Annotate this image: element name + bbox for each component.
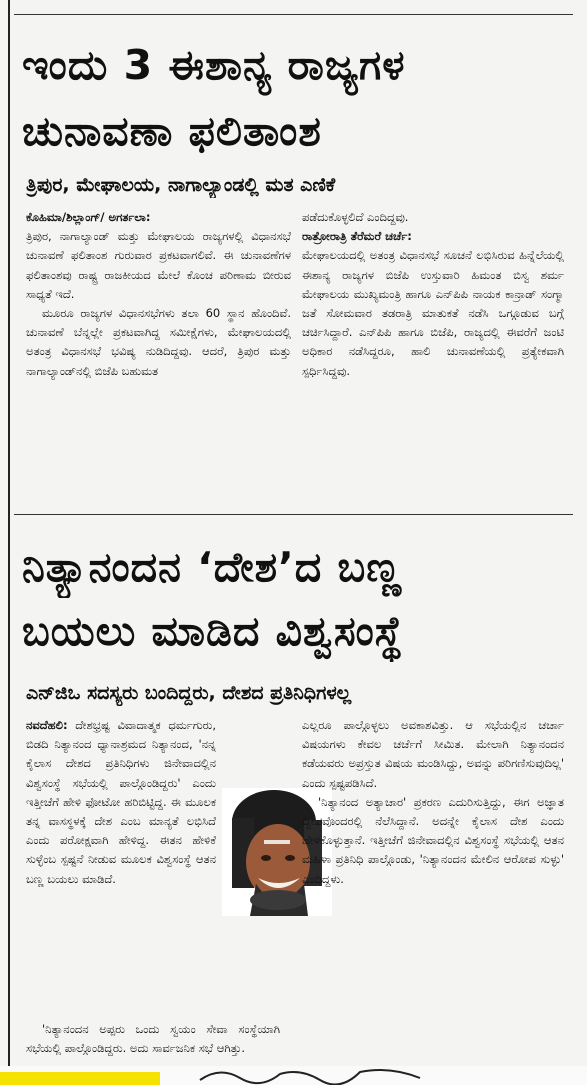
yellow-highlight-strip [0,1072,160,1085]
article1-col2-para2: ಮೇಘಾಲಯದಲ್ಲಿ ಅತಂತ್ರ ವಿಧಾನಸಭೆ ಸೂಚನೆ ಲಭಿಸಿರುವ ಹಿನ್ನೆಲೆಯಲ್ಲಿ ಈಶಾನ್ಯ ರಾಜ್ಯಗಳ ಬಿಜೆಪಿ ಉಸ್ತುವಾರಿ ಹಿಮಂತ ಬಿಸ್ವ ಶರ್ಮ ಮೇಘಾಲಯ ಮುಖ್ಯಮಂತ್ರಿ ಹಾಗೂ ಎನ್‌ಪಿಪಿ ನಾಯಕ ಕಾನ್ರಾಡ್ ಸಂಗ್ಮಾ ಜತೆ ಸೋಮವಾರ ತಡರಾತ್ರಿ ಮಾತುಕತೆ ನಡೆಸಿ ಒಗ್ಗೂಡುವ ಬಗ್ಗೆ ಚರ್ಚಿಸಿದ್ದಾರೆ. ಎನ್‌ಪಿಪಿ ಹಾಗೂ ಬಿಜೆಪಿ, ರಾಜ್ಯದಲ್ಲಿ ಈವರೆಗೆ ಜಂಟಿ ಅಧಿಕಾರ ನಡೆಸಿದ್ದರೂ, ಹಾಲಿ ಚುನಾವಣೆಯಲ್ಲಿ ಪ್ರತ್ಯೇಕವಾಗಿ ಸ್ಪರ್ಧಿಸಿದ್ದವು. [302,248,564,378]
article2-col2-para1: ಎಲ್ಲರೂ ಪಾಲ್ಗೊಳ್ಳಲು ಅವಕಾಶವಿತ್ತು. ಆ ಸಭೆಯಲ್ಲಿನ ಚರ್ಚಾ ವಿಷಯಗಳು ಕೇವಲ ಚರ್ಚೆಗೆ ಸೀಮಿತ. ಮೇಲಾಗಿ ನಿತ್ಯಾನಂದನ ಕಡೆಯವರು ಅಪ್ರಸ್ತುತ ವಿಷಯ ಮಂಡಿಸಿದ್ದು, ಅವನ್ನು ಪರಿಗಣಿಸುವುದಿಲ್ಲ' ಎಂದು ಸ್ಪಷ್ಟಪಡಿಸಿದೆ. [302,718,564,790]
article1-headline-line2: ಚುನಾವಣಾ ಫಲಿತಾಂಶ [22,107,322,155]
article1-column-1 [26,208,291,500]
section-divider [14,514,573,515]
top-rule [14,14,573,15]
article2-col1-para2: 'ನಿತ್ಯಾನಂದನ ಅಪ್ಪರು ಒಂದು ಸ್ವಯಂ ಸೇವಾ ಸಂಸ್ಥೆಯಾಗಿ ಸಭೆಯಲ್ಲಿ ಪಾಲ್ಗೊಂಡಿದ್ದರು. ಅದು ಸಾರ್ವಜನಿಕ ಸಭೆ ಆಗಿತ್ತು. [26,1022,280,1056]
article2-col1-para1: ದೇಶಭ್ರಷ್ಟ ವಿವಾದಾತ್ಮಕ ಧರ್ಮಗುರು, ಬಿಡದಿ ನಿತ್ಯಾನಂದ ಧ್ಯಾನಾಶ್ರಮದ ನಿತ್ಯಾನಂದ, 'ನನ್ನ ಕೈಲಾಸ ದೇಶದ ಪ್ರತಿನಿಧಿಗಳು ಜಿನೇವಾದಲ್ಲಿನ ವಿಶ್ವಸಂಸ್ಥೆ ಸಭೆಯಲ್ಲಿ ಪಾಲ್ಗೊಂಡಿದ್ದರು' ಎಂದು ಇತ್ತೀಚೆಗೆ ಹೇಳಿ ಫೋಟೋ ಹರಿಬಿಟ್ಟಿದ್ದ. ಈ ಮೂಲಕ ತನ್ನ ವಾಸಸ್ಥಳಕ್ಕೆ ದೇಶ ಎಂಬ ಮಾನ್ಯತೆ ಲಭಿಸಿದೆ ಎಂದು ಪರೋಕ್ಷವಾಗಿ ಹೇಳಿದ್ದ. ಈತನ ಹೇಳಿಕೆ ಸುಳ್ಳೆಂಬ ಸ್ಪಷ್ಟನೆ ನೀಡುವ ಮೂಲಕ ವಿಶ್ವಸಂಸ್ಥೆ ಆತನ ಬಣ್ಣ ಬಯಲು ಮಾಡಿದೆ. [26,718,216,886]
article2-subhead: ಎನ್‌ಜಿಒ ಸದಸ್ಯರು ಬಂದಿದ್ದರು, ದೇಶದ ಪ್ರತಿನಿಧಿಗಳಲ್ಲ [26,682,352,704]
article2-column-1-bottom [26,1020,280,1062]
article1-col1-para1: ತ್ರಿಪುರ, ನಾಗಾಲ್ಯಾಂಡ್ ಮತ್ತು ಮೇಘಾಲಯ ರಾಜ್ಯಗಳಲ್ಲಿ ವಿಧಾನಸಭೆ ಚುನಾವಣೆ ಫಲಿತಾಂಶ ಗುರುವಾರ ಪ್ರಕಟವಾಗಲಿವೆ. ಈ ಚುನಾವಣೆಗಳ ಫಲಿತಾಂಶವು ರಾಷ್ಟ್ರ ರಾಜಕೀಯದ ಮೇಲೆ ಕೊಂಚ ಪರಿಣಾಮ ಬೀರುವ ಸಾಧ್ಯತೆ ಇದೆ. [26,229,291,301]
article2-dateline: ನವದೆಹಲಿ: [26,718,68,732]
article1-col2-subhead: ರಾತ್ರೋರಾತ್ರಿ ತೆರೆಮರೆ ಚರ್ಚೆ: [302,229,412,244]
article2-col2-para2: 'ನಿತ್ಯಾನಂದ ಅತ್ಯಾಚಾರ' ಪ್ರಕರಣ ಎದುರಿಸುತ್ತಿದ್ದು, ಈಗ ಅಜ್ಞಾತ ದ್ವೀಪವೊಂದರಲ್ಲಿ ನೆಲೆಸಿದ್ದಾನೆ. ಅದನ್ನೇ ಕೈಲಾಸ ದೇಶ ಎಂದು ಹೇಳಿಕೊಳ್ಳುತ್ತಾನೆ. ಇತ್ತೀಚೆಗೆ ಜಿನೇವಾದಲ್ಲಿನ ವಿಶ್ವಸಂಸ್ಥೆ ಸಭೆಯಲ್ಲಿ ಆತನ ಮಹಿಳಾ ಪ್ರತಿನಿಧಿ ಪಾಲ್ಗೊಂಡು, 'ನಿತ್ಯಾನಂದನ ಮೇಲಿನ ಆರೋಪ ಸುಳ್ಳು' ಎಂದಿದ್ದಳು. [302,794,564,886]
article1-dateline: ಕೊಹಿಮಾ/ಶಿಲ್ಲಾಂಗ್/ ಅಗರ್ತಲಾ: [26,210,151,224]
article1-subhead: ತ್ರಿಪುರ, ಮೇಘಾಲಯ, ನಾಗಾಲ್ಯಾಂಡಲ್ಲಿ ಮತ ಎಣಿಕೆ [26,174,336,196]
left-column-rule [8,0,10,1085]
article2-column-2 [302,716,564,1062]
article2-headline-line2: ಬಯಲು ಮಾಡಿದ ವಿಶ್ವಸಂಸ್ಥೆ [22,607,404,655]
article1-column-2 [302,208,564,500]
article1-col2-para1: ಪಡೆದುಕೊಳ್ಳಲಿದೆ ಎಂದಿದ್ದವು. [302,210,409,224]
article1-headline-line1: ಇಂದು 3 ಈಶಾನ್ಯ ರಾಜ್ಯಗಳ [22,41,406,89]
article2-column-1-top [26,716,216,1062]
handwritten-scribble [190,1062,450,1085]
article1-col1-para2: ಮೂರೂ ರಾಜ್ಯಗಳ ವಿಧಾನಸಭೆಗಳು ತಲಾ 60 ಸ್ಥಾನ ಹೊಂದಿವೆ. ಚುನಾವಣೆ ಬೆನ್ನಲ್ಲೇ ಪ್ರಕಟವಾಗಿದ್ದ ಸಮೀಕ್ಷೆಗಳು, ಮೇಘಾಲಯದಲ್ಲಿ ಅತಂತ್ರ ವಿಧಾನಸಭೆ ಭವಿಷ್ಯ ನುಡಿದಿದ್ದವು. ಆದರೆ, ತ್ರಿಪುರ ಮತ್ತು ನಾಗಾಲ್ಯಾಂಡ್‌ನಲ್ಲಿ ಬಿಜೆಪಿ ಬಹುಮತ [26,306,291,378]
article2-headline-line1: ನಿತ್ಯಾನಂದನ ‘ದೇಶ’ದ ಬಣ್ಣ [22,543,403,591]
